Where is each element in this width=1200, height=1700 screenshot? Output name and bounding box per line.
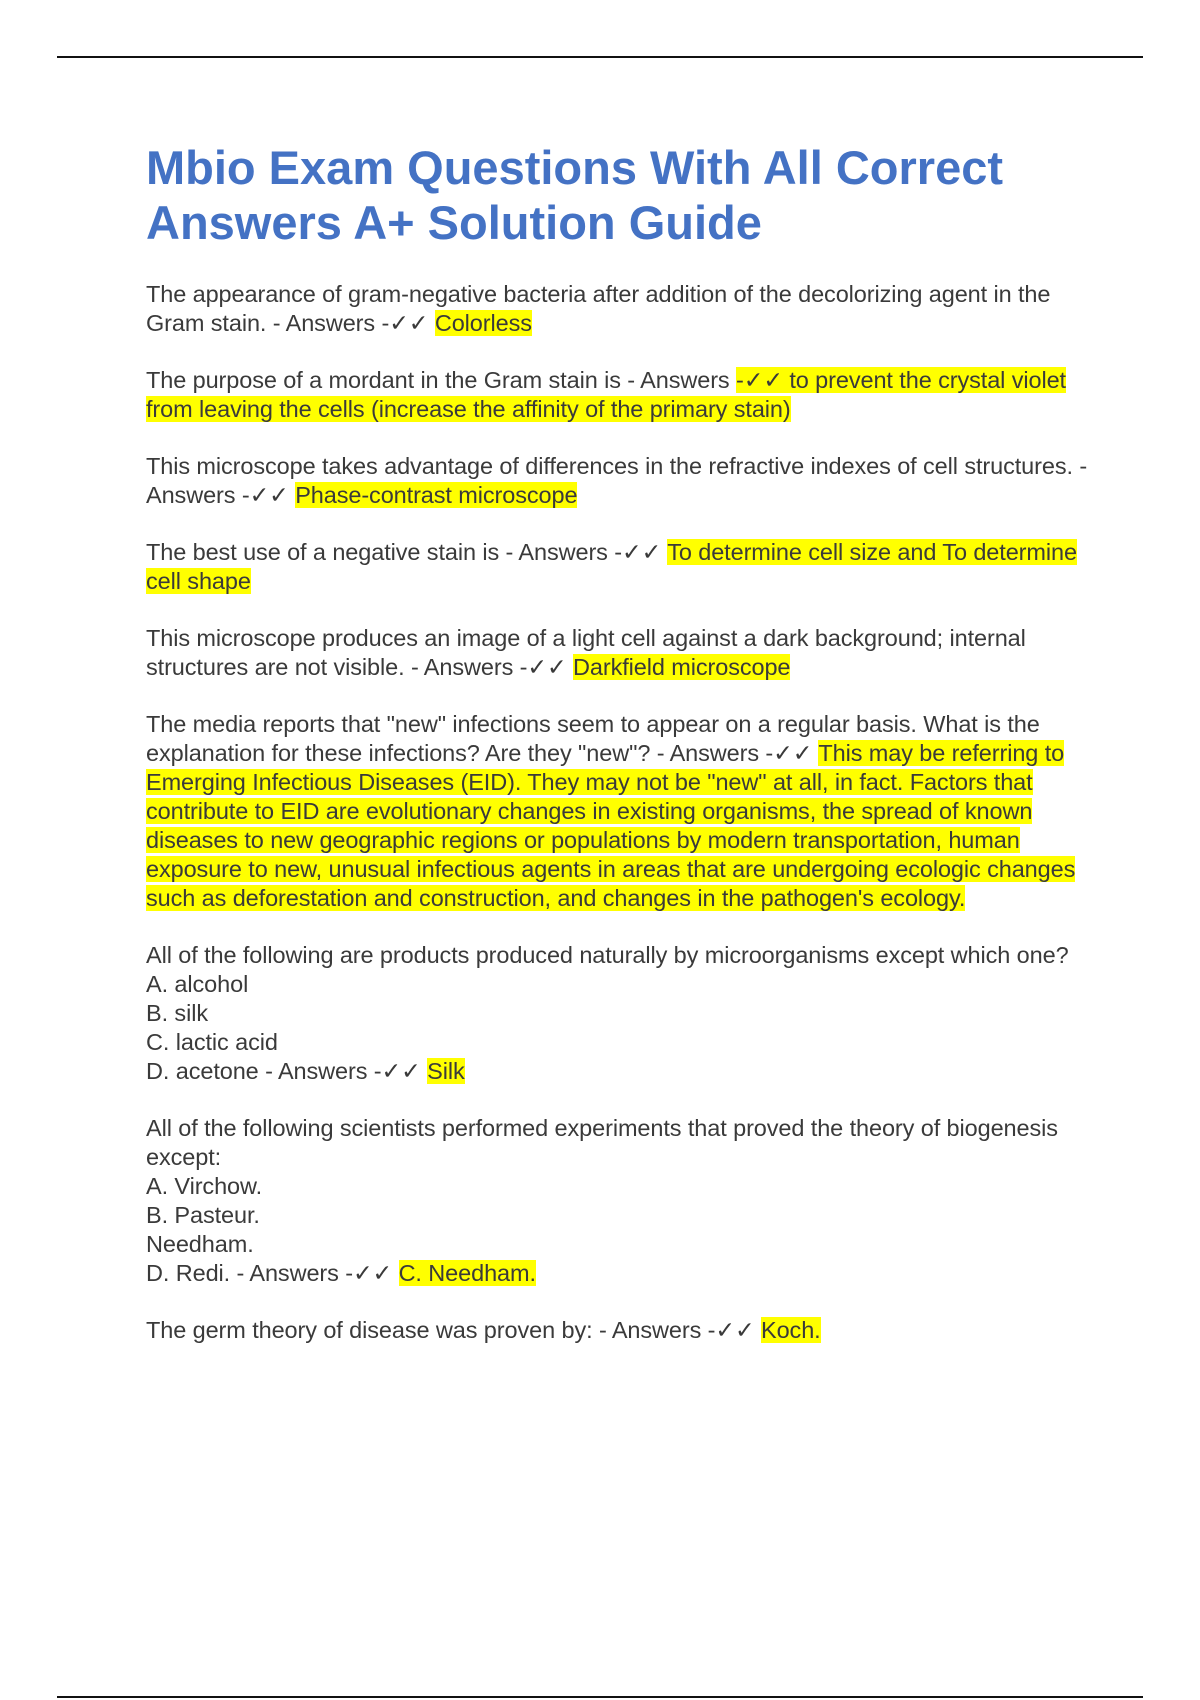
header-rule (57, 56, 1143, 58)
question-line: All of the following scientists performed experiments that proved the theory of biogenesis except: (146, 1115, 1058, 1170)
question-text: The best use of a negative stain is - Answers -✓✓ (146, 539, 662, 565)
footer-rule (57, 1696, 1143, 1698)
answer-highlight: Koch. (761, 1317, 821, 1343)
answer-highlight: To determine cell size and To determine cell shape (146, 539, 1077, 594)
qa-item-2 (146, 366, 1096, 424)
answer-highlight: -✓✓ to prevent the crystal violet from leaving the cells (increase the affinity of the primary stain) (146, 367, 1066, 422)
document-title (146, 140, 1096, 250)
question-line: All of the following are products produced naturally by microorganisms except which one? (146, 942, 1069, 968)
option-d: D. acetone - Answers -✓✓ (146, 1058, 421, 1084)
question-text: This microscope produces an image of a light cell against a dark background; internal structures are not visible. - Answers -✓✓ (146, 625, 1026, 680)
option-c: Needham. (146, 1231, 254, 1257)
answer-highlight: This may be referring to Emerging Infectious Diseases (EID). They may not be "new" at all, in fact. Factors that contribute to EID are evolutionary changes in existing organisms, the spread of known diseases to new geographic regions or populations by modern transportation, human exposure to new, unusual infectious agents in areas that are undergoing ecologic changes such as deforestation and construction, and changes in the pathogen's ecology. (146, 740, 1076, 911)
qa-item-5 (146, 624, 1096, 682)
option-a: A. Virchow. (146, 1173, 263, 1199)
question-text: The germ theory of disease was proven by: - Answers -✓✓ (146, 1317, 755, 1343)
qa-item-6 (146, 710, 1096, 913)
question-text: This microscope takes advantage of differences in the refractive indexes of cell structures. - Answers -✓✓ (146, 453, 1088, 508)
qa-item-7 (146, 941, 1096, 1086)
qa-item-3 (146, 452, 1096, 510)
option-d: D. Redi. - Answers -✓✓ (146, 1260, 393, 1286)
document-body (146, 140, 1096, 1373)
qa-item-1 (146, 280, 1096, 338)
answer-highlight: Darkfield microscope (573, 654, 791, 680)
question-text: The media reports that "new" infections seem to appear on a regular basis. What is the explanation for these infections? Are they "new"? - Answers -✓✓ (146, 711, 1040, 766)
title-line-1: Mbio Exam Questions With All Correct (146, 141, 1003, 194)
qa-item-4 (146, 538, 1096, 596)
option-b: B. Pasteur. (146, 1202, 260, 1228)
answer-highlight: C. Needham. (398, 1260, 536, 1286)
option-b: B. silk (146, 1000, 208, 1026)
answer-highlight: Colorless (434, 310, 532, 336)
option-a: A. alcohol (146, 971, 249, 997)
answer-highlight: Silk (427, 1058, 465, 1084)
title-line-2: Answers A+ Solution Guide (146, 196, 762, 249)
option-c: C. lactic acid (146, 1029, 278, 1055)
question-text: The appearance of gram-negative bacteria after addition of the decolorizing agent in the Gram stain. - Answers -✓✓ (146, 281, 1051, 336)
question-text: The purpose of a mordant in the Gram stain is - Answers (146, 367, 730, 393)
qa-item-9 (146, 1316, 1096, 1345)
answer-highlight: Phase-contrast microscope (295, 482, 578, 508)
qa-item-8 (146, 1114, 1096, 1288)
